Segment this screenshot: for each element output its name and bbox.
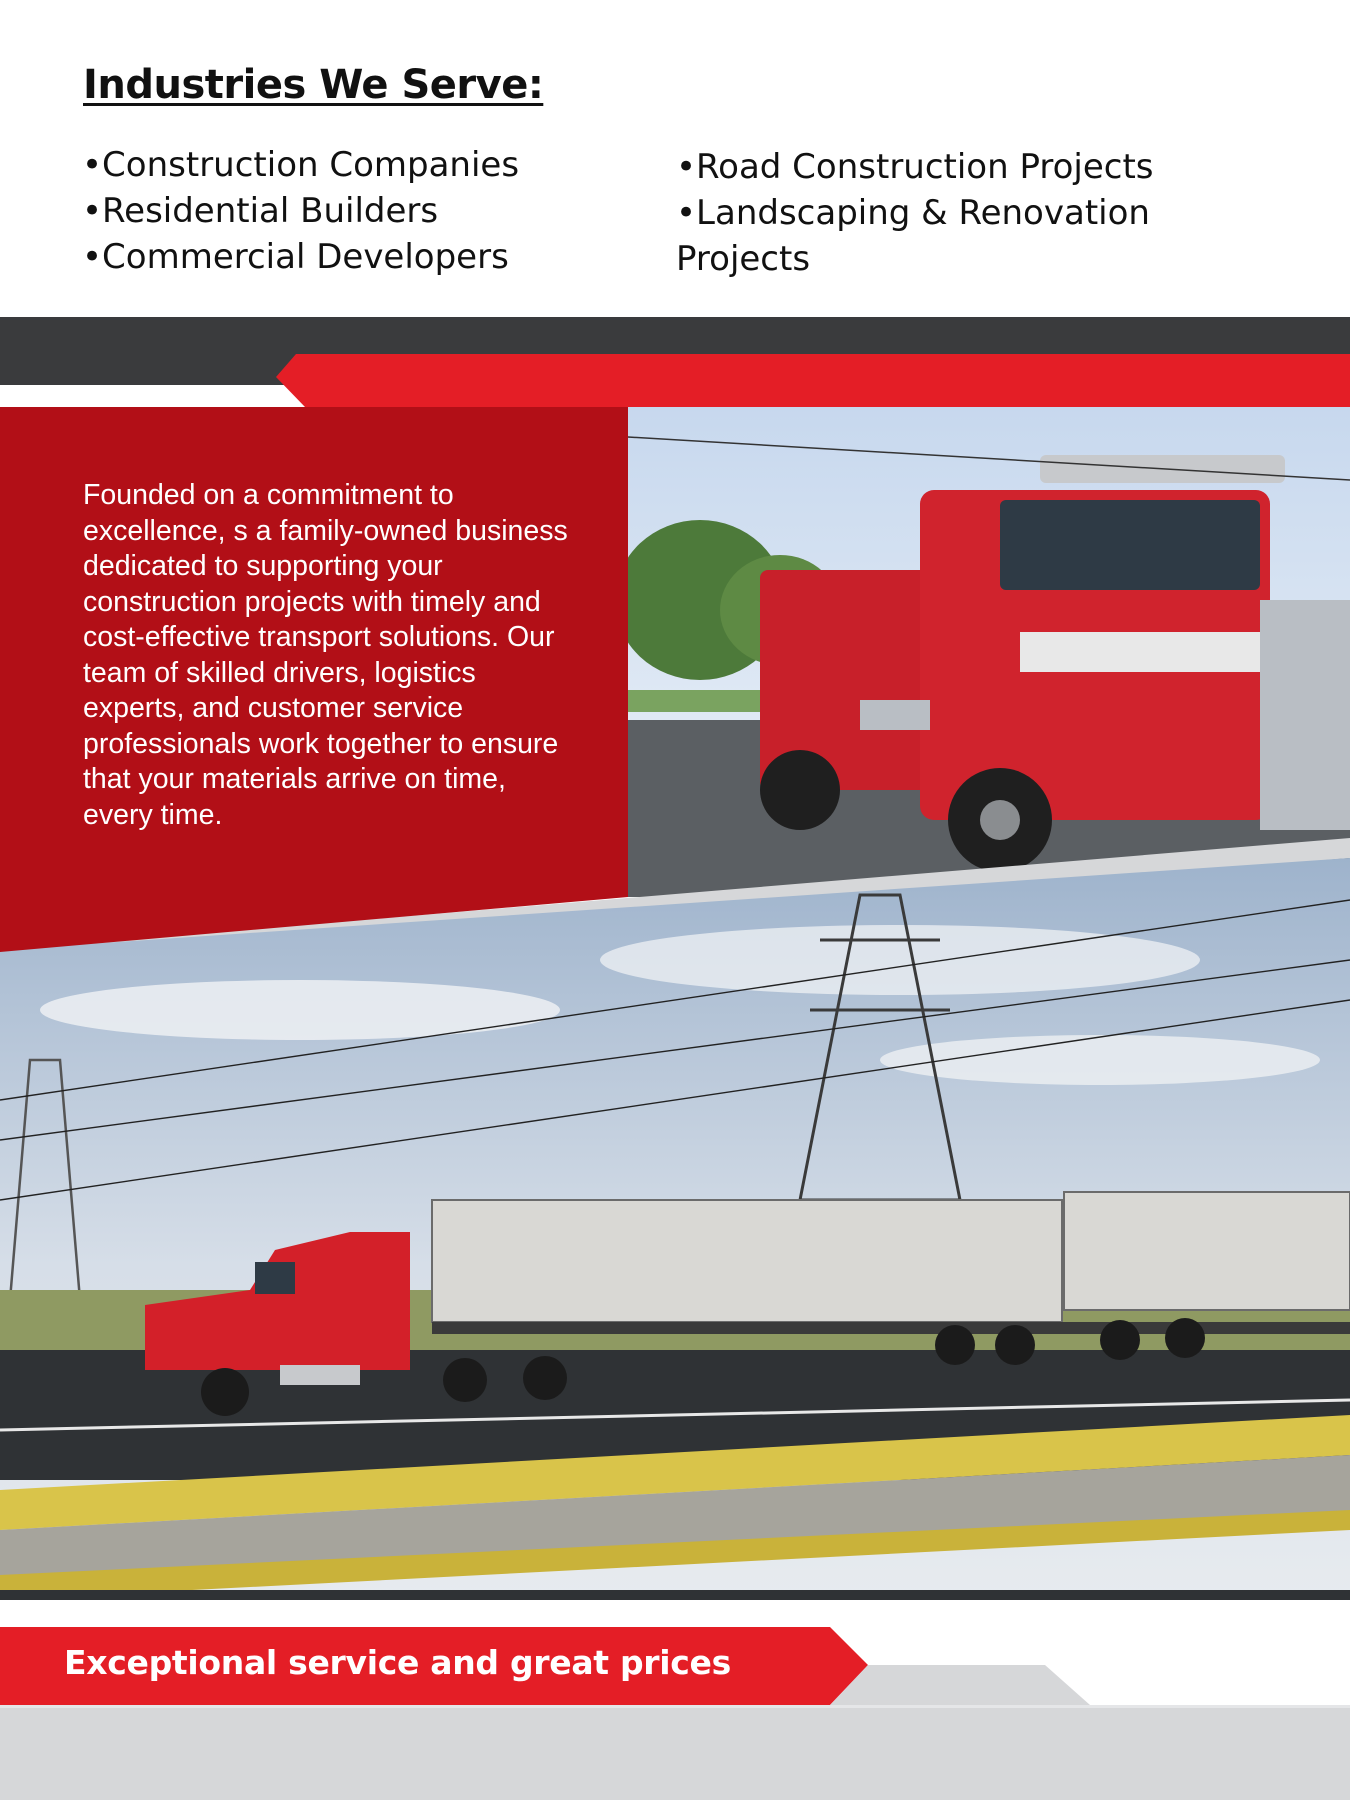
about-paragraph: Founded on a commitment to excellence, s a family-owned business dedicated to supporting your construction projects with timely and cost-effective transport solutions. Our team of skilled drivers, logistics experts, and customer service professionals work together to ensure that your materials arrive on time, every time. xyxy=(83,479,568,831)
industry-item: •Road Construction Projects xyxy=(676,147,1154,187)
band-notch xyxy=(0,385,296,407)
fire-truck-photo xyxy=(615,407,1350,897)
industries-title: Industries We Serve: xyxy=(83,62,544,108)
footer-tagline: Exceptional service and great prices xyxy=(64,1643,731,1682)
industry-item: •Landscaping & Renovation Projects xyxy=(676,193,1150,279)
footer-gray-band xyxy=(0,1705,1350,1800)
industry-item: •Residential Builders xyxy=(82,191,439,231)
footer-gray-step xyxy=(830,1665,1090,1705)
industries-list-right xyxy=(676,144,1196,282)
industry-item: •Construction Companies xyxy=(82,145,520,185)
highway-truck-photo xyxy=(0,858,1350,1600)
red-band xyxy=(276,354,1350,407)
industries-list-left xyxy=(82,142,642,280)
industry-item: •Commercial Developers xyxy=(82,237,509,277)
